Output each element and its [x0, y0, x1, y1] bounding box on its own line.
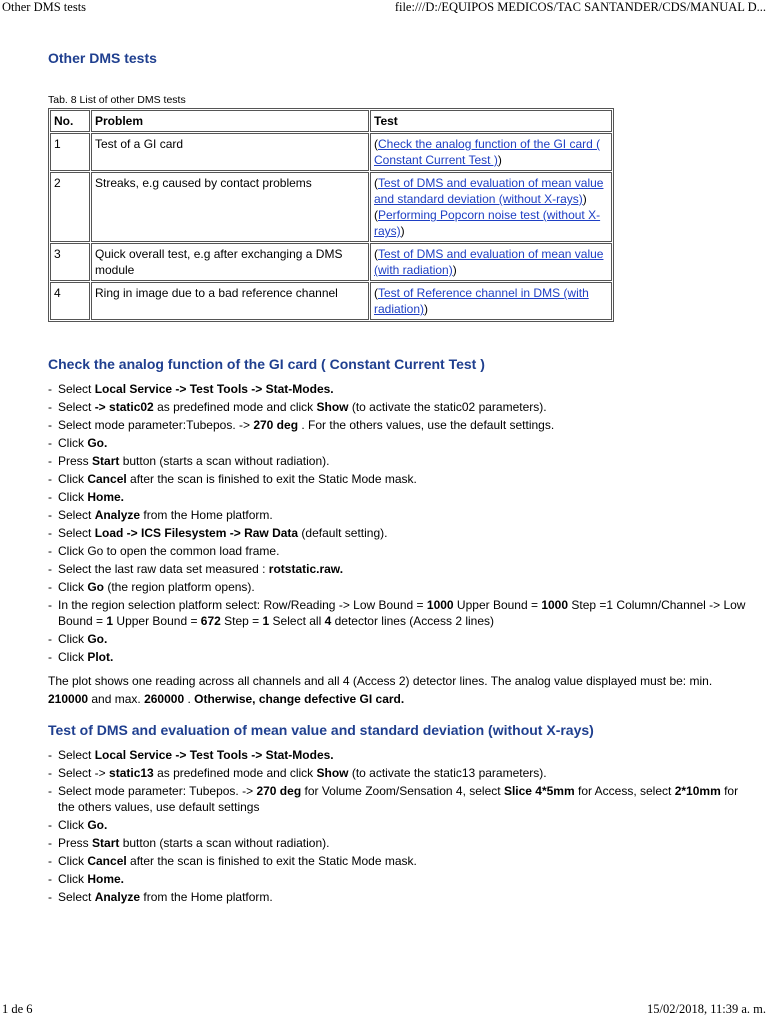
step-item — [48, 506, 748, 524]
table-row — [50, 172, 612, 242]
step-item — [48, 542, 748, 560]
print-footer — [0, 1002, 768, 1018]
row-number: 3 — [50, 243, 90, 281]
step-item — [48, 870, 748, 888]
row-test: (Test of Reference channel in DMS (with radiation)) — [370, 282, 612, 320]
step-item — [48, 398, 748, 416]
text: for Access, select — [574, 784, 675, 798]
table-row — [50, 282, 612, 320]
text: (default setting). — [298, 526, 388, 540]
step-item — [48, 648, 748, 666]
text: Select — [58, 748, 95, 762]
text: after the scan is finished to exit the Static Mode mask. — [126, 854, 417, 868]
bold-text: Analyze — [94, 508, 141, 522]
bold-text: Plot. — [87, 650, 114, 664]
bold-text: 672 — [200, 614, 221, 628]
step-item — [48, 596, 748, 630]
row-number: 4 — [50, 282, 90, 320]
page-heading: Other DMS tests — [48, 50, 157, 66]
text: as predefined mode and click — [153, 766, 317, 780]
bold-text: Local Service -> Test Tools -> Stat-Modes. — [94, 748, 334, 762]
row-test: (Test of DMS and evaluation of mean value and standard deviation (without X-rays)) (Performing Popcorn noise test (without X-rays)) — [370, 172, 612, 242]
bold-text: 1 — [262, 614, 270, 628]
text: detector lines (Access 2 lines) — [331, 614, 494, 628]
document-body — [48, 50, 748, 906]
bold-text: -> static02 — [94, 400, 154, 414]
test-link[interactable]: Test of DMS and evaluation of mean value and standard deviation (without X-rays) — [374, 176, 604, 206]
header-title: Other DMS tests — [2, 0, 87, 14]
bold-text: Slice 4*5mm — [503, 784, 575, 798]
text: Click — [58, 490, 88, 504]
text: for Volume Zoom/Sensation 4, select — [301, 784, 504, 798]
text: Upper Bound = — [453, 598, 542, 612]
text: Press — [58, 454, 93, 468]
row-test: (Check the analog function of the GI card ( Constant Current Test )) — [370, 133, 612, 171]
bold-text: Show — [316, 400, 349, 414]
step-item — [48, 834, 748, 852]
bold-text: 270 deg — [256, 784, 302, 798]
text: from the Home platform. — [140, 508, 273, 522]
text: Select — [58, 382, 95, 396]
text: Select mode parameter: Tubepos. -> — [58, 784, 257, 798]
text: from the Home platform. — [140, 890, 273, 904]
bold-text: Otherwise, change defective GI card. — [194, 692, 405, 706]
gi-card-result-paragraph — [48, 672, 748, 708]
bold-text: 210000 — [48, 692, 89, 706]
text: Step = — [220, 614, 263, 628]
step-item — [48, 380, 748, 398]
text: Click — [58, 854, 88, 868]
text: Click — [58, 818, 88, 832]
header-path: file:///D:/EQUIPOS MEDICOS/TAC SANTANDER/CDS/MANUAL D... — [394, 0, 766, 14]
text: Select all — [269, 614, 325, 628]
bold-text: Cancel — [87, 854, 127, 868]
table-header-row — [50, 110, 612, 132]
bold-text: Home. — [87, 872, 125, 886]
dms-mean-steps — [48, 746, 748, 906]
step-item — [48, 416, 748, 434]
table-row — [50, 243, 612, 281]
step-item — [48, 524, 748, 542]
print-header — [0, 0, 768, 18]
test-link[interactable]: Performing Popcorn noise test (without X-rays) — [374, 208, 601, 238]
text: as predefined mode and click — [153, 400, 317, 414]
text: Select -> — [58, 766, 110, 780]
text: . For the others values, use the default settings. — [298, 418, 555, 432]
text: Step =1 Column/Channel -> Low Bound = — [58, 598, 746, 628]
text: Click — [58, 650, 88, 664]
text: Select — [58, 526, 95, 540]
text: Select — [58, 508, 95, 522]
text: Click Go to open the common load frame. — [58, 544, 280, 558]
test-link[interactable]: Test of DMS and evaluation of mean value (with radiation) — [374, 247, 604, 277]
text: Select — [58, 890, 95, 904]
row-problem: Quick overall test, e.g after exchanging a DMS module — [91, 243, 369, 281]
step-item — [48, 578, 748, 596]
bold-text: Go. — [87, 818, 108, 832]
bold-text: Go. — [87, 436, 108, 450]
bold-text: Show — [316, 766, 349, 780]
footer-page: 1 de 6 — [2, 1002, 33, 1016]
text: Press — [58, 836, 93, 850]
step-item — [48, 630, 748, 648]
text: Click — [58, 580, 88, 594]
test-link[interactable]: Check the analog function of the GI card ( Constant Current Test ) — [374, 137, 601, 167]
bold-text: Local Service -> Test Tools -> Stat-Modes. — [94, 382, 334, 396]
bold-text: 4 — [324, 614, 332, 628]
table-row — [50, 133, 612, 171]
row-number: 2 — [50, 172, 90, 242]
step-item — [48, 782, 748, 816]
col-no-header: No. — [50, 110, 90, 132]
text: after the scan is finished to exit the Static Mode mask. — [126, 472, 417, 486]
text: Click — [58, 632, 88, 646]
row-problem: Streaks, e.g caused by contact problems — [91, 172, 369, 242]
step-item — [48, 888, 748, 906]
bold-text: Load -> ICS Filesystem -> Raw Data — [94, 526, 299, 540]
bold-text: Home. — [87, 490, 125, 504]
gi-card-steps — [48, 380, 748, 666]
bold-text: 1 — [106, 614, 114, 628]
text: for the others values, use default settings — [58, 784, 739, 814]
row-number: 1 — [50, 133, 90, 171]
text: and max. — [88, 692, 145, 706]
text: button (starts a scan without radiation). — [119, 454, 330, 468]
text: Select the last raw data set measured : — [58, 562, 269, 576]
bold-text: Go — [87, 580, 105, 594]
bold-text: Analyze — [94, 890, 141, 904]
step-item — [48, 816, 748, 834]
bold-text: Go. — [87, 632, 108, 646]
test-link[interactable]: Test of Reference channel in DMS (with radiation) — [374, 286, 589, 316]
table-body — [50, 133, 612, 320]
bold-text: 1000 — [426, 598, 454, 612]
section-heading-dms-mean: Test of DMS and evaluation of mean value and standard deviation (without X-rays) — [48, 722, 594, 738]
bold-text: 260000 — [144, 692, 185, 706]
bold-text: rotstatic.raw. — [268, 562, 344, 576]
step-item — [48, 852, 748, 870]
step-item — [48, 560, 748, 578]
table-caption: Tab. 8 List of other DMS tests — [48, 94, 186, 106]
step-item — [48, 488, 748, 506]
row-test: (Test of DMS and evaluation of mean value (with radiation)) — [370, 243, 612, 281]
text: Click — [58, 472, 88, 486]
step-item — [48, 764, 748, 782]
bold-text: Start — [92, 454, 120, 468]
bold-text: Start — [92, 836, 120, 850]
text: Click — [58, 436, 88, 450]
step-item — [48, 746, 748, 764]
row-problem: Ring in image due to a bad reference channel — [91, 282, 369, 320]
bold-text: static13 — [109, 766, 154, 780]
text: Select mode parameter:Tubepos. -> — [58, 418, 254, 432]
row-problem: Test of a GI card — [91, 133, 369, 171]
tests-table — [48, 108, 614, 322]
text: . — [184, 692, 195, 706]
col-test-header: Test — [370, 110, 612, 132]
text: (the region platform opens). — [104, 580, 255, 594]
text: The plot shows one reading across all channels and all 4 (Access 2) detector lines. The analog value displayed must be: min. — [48, 674, 713, 688]
text: (to activate the static13 parameters). — [348, 766, 547, 780]
bold-text: 270 deg — [253, 418, 299, 432]
bold-text: 2*10mm — [674, 784, 721, 798]
footer-datetime: 15/02/2018, 11:39 a. m. — [647, 1002, 766, 1016]
step-item — [48, 452, 748, 470]
step-item — [48, 470, 748, 488]
bold-text: 1000 — [541, 598, 569, 612]
section-heading-gi-card: Check the analog function of the GI card ( Constant Current Test ) — [48, 356, 485, 372]
text: Upper Bound = — [113, 614, 201, 628]
text: Click — [58, 872, 88, 886]
col-problem-header: Problem — [91, 110, 369, 132]
step-item — [48, 434, 748, 452]
bold-text: Cancel — [87, 472, 127, 486]
text: (to activate the static02 parameters). — [348, 400, 547, 414]
text: In the region selection platform select: Row/Reading -> Low Bound = — [58, 598, 427, 612]
text: button (starts a scan without radiation). — [119, 836, 330, 850]
text: Select — [58, 400, 95, 414]
